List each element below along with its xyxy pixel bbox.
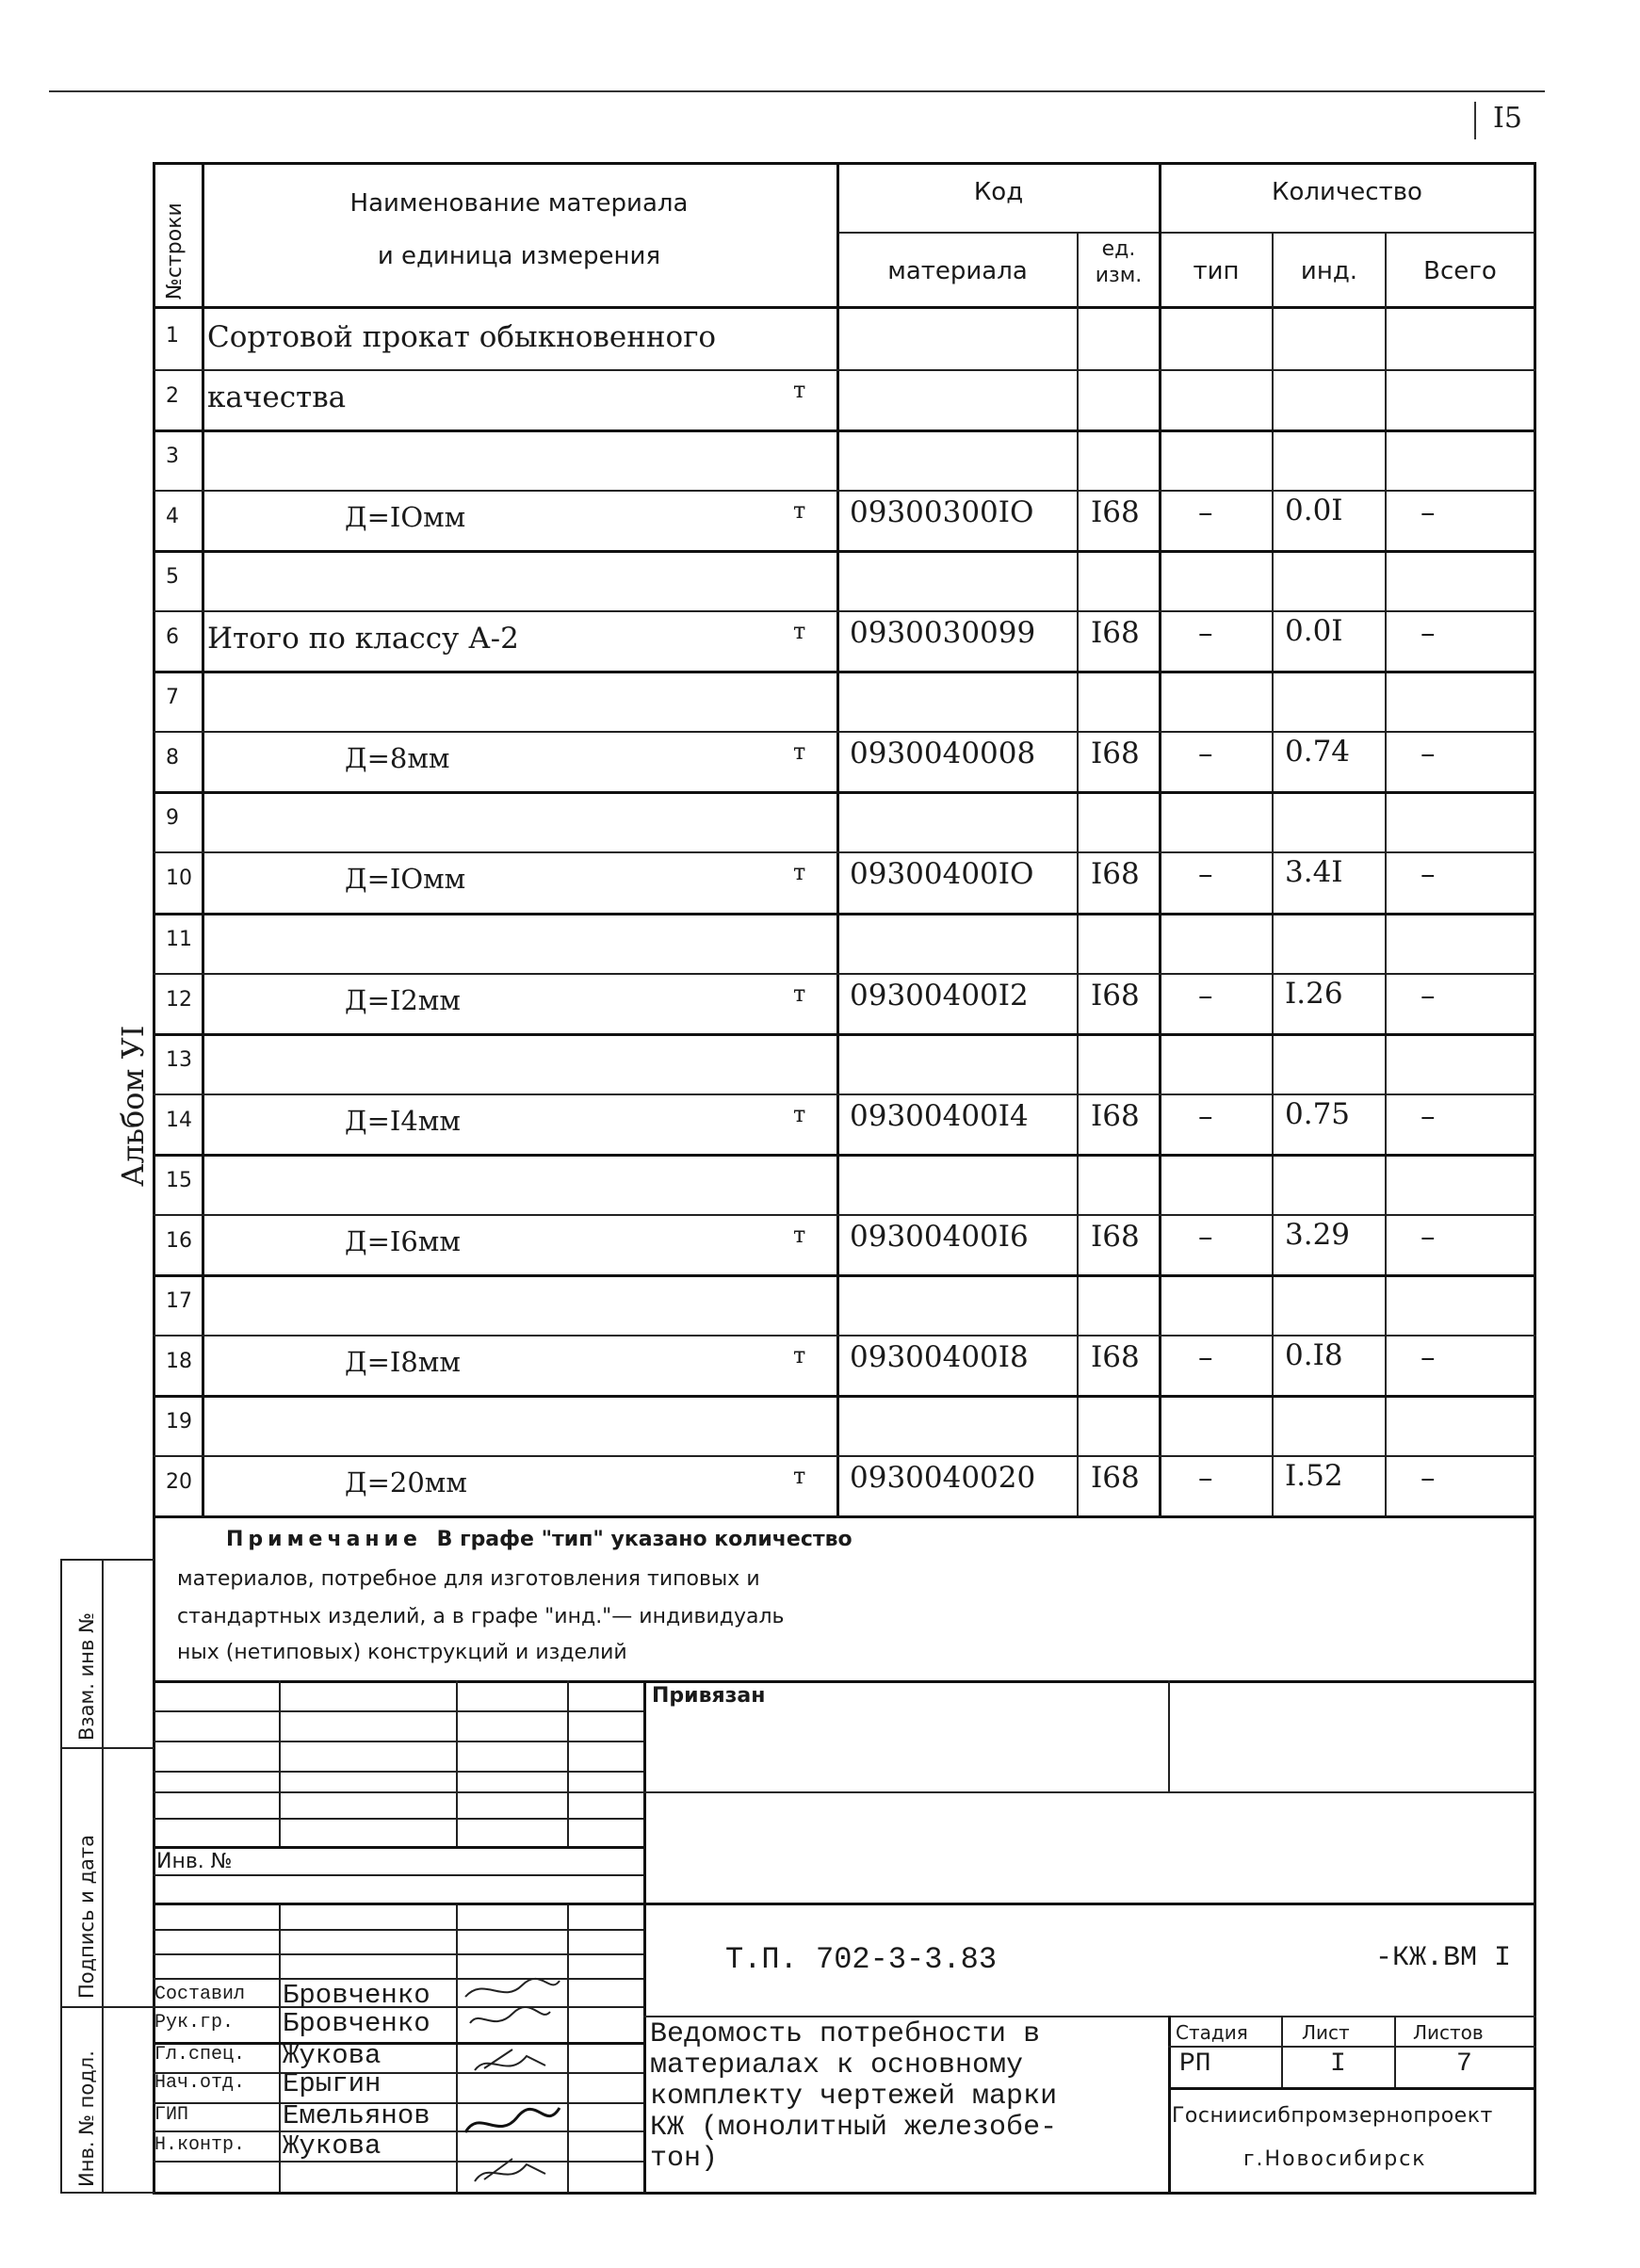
signature-scribbles bbox=[456, 1967, 569, 2193]
doc-code-left: Т.П. 702-3-3.83 bbox=[725, 1942, 998, 1977]
table-row bbox=[0, 1214, 1640, 1274]
row-unit: т bbox=[793, 1342, 806, 1369]
row-divider bbox=[153, 550, 1536, 553]
row-number: 9 bbox=[166, 806, 179, 830]
table-row bbox=[0, 913, 1640, 973]
signatory-name: Ерыгин bbox=[283, 2068, 382, 2099]
row-total: – bbox=[1421, 616, 1436, 650]
row-tip: – bbox=[1198, 495, 1213, 529]
row-number: 6 bbox=[166, 625, 179, 649]
label-vzam-inv: Взам. инв № bbox=[75, 1612, 98, 1741]
row-unit: т bbox=[793, 618, 806, 644]
row-unit: т bbox=[793, 1101, 806, 1127]
row-tip: – bbox=[1198, 1340, 1213, 1374]
table-row bbox=[0, 1094, 1640, 1154]
row-name: Д=IOмм bbox=[345, 501, 466, 533]
table-row bbox=[0, 731, 1640, 791]
row-unit: т bbox=[793, 980, 806, 1007]
row-total: – bbox=[1421, 979, 1436, 1012]
table-row bbox=[0, 369, 1640, 429]
signatory-role: ГИП bbox=[154, 2104, 189, 2126]
row-ind: 0.I8 bbox=[1285, 1338, 1343, 1372]
row-divider bbox=[153, 429, 1536, 432]
row-code: 09300400I2 bbox=[850, 979, 1029, 1012]
row-tip: – bbox=[1198, 857, 1213, 891]
row-name: качества bbox=[207, 381, 347, 414]
header-rownum: №строки bbox=[163, 202, 187, 300]
sheets-label: Листов bbox=[1413, 2021, 1484, 2044]
row-code: 0930040020 bbox=[850, 1461, 1036, 1495]
row-ind: 3.29 bbox=[1285, 1218, 1351, 1252]
signatory-role: Н.контр. bbox=[154, 2134, 246, 2156]
row-ind: 3.4I bbox=[1285, 855, 1343, 889]
row-total: – bbox=[1421, 1099, 1436, 1133]
row-tip: – bbox=[1198, 1099, 1213, 1133]
row-unit-code: I68 bbox=[1091, 737, 1140, 770]
signatory-name: Жукова bbox=[283, 2130, 382, 2162]
row-unit-code: I68 bbox=[1091, 1099, 1140, 1133]
table-row bbox=[0, 309, 1640, 369]
label-podpis-data: Подпись и дата bbox=[75, 1835, 98, 1999]
row-code: 09300400I8 bbox=[850, 1340, 1029, 1374]
doc-code-right: -КЖ.ВМ I bbox=[1375, 1942, 1512, 1974]
signatory-name: Емельянов bbox=[283, 2100, 430, 2131]
row-number: 8 bbox=[166, 746, 179, 770]
row-divider bbox=[153, 973, 1536, 975]
table-row bbox=[0, 671, 1640, 731]
table-row bbox=[0, 429, 1640, 490]
row-divider bbox=[153, 1455, 1536, 1457]
row-ind: 0.75 bbox=[1285, 1097, 1351, 1131]
row-ind: 0.0I bbox=[1285, 614, 1343, 648]
header-code: Код bbox=[973, 178, 1024, 206]
row-number: 13 bbox=[166, 1048, 192, 1072]
row-name: Д=8мм bbox=[345, 742, 450, 774]
table-row bbox=[0, 490, 1640, 550]
stage-value: РП bbox=[1179, 2049, 1211, 2079]
row-unit-code: I68 bbox=[1091, 1340, 1140, 1374]
row-tip: – bbox=[1198, 979, 1213, 1012]
note-line1: В графе "тип" указано количество bbox=[436, 1528, 852, 1551]
row-name: Д=IOмм bbox=[345, 863, 466, 895]
row-tip: – bbox=[1198, 1461, 1213, 1495]
row-divider bbox=[153, 610, 1536, 612]
row-divider bbox=[153, 1033, 1536, 1036]
row-name: Д=I6мм bbox=[345, 1225, 461, 1257]
sheets-value: 7 bbox=[1456, 2049, 1472, 2079]
row-number: 18 bbox=[166, 1350, 192, 1373]
header-ind: инд. bbox=[1300, 257, 1358, 285]
table-row bbox=[0, 610, 1640, 671]
note-line4: ных (нетиповых) конструкций и изделий bbox=[177, 1641, 627, 1664]
table-row bbox=[0, 550, 1640, 610]
inv-no-label: Инв. № bbox=[156, 1850, 233, 1873]
stage-label: Стадия bbox=[1176, 2021, 1248, 2044]
row-unit-code: I68 bbox=[1091, 979, 1140, 1012]
title-line: тон) bbox=[650, 2143, 719, 2175]
header-material: материала bbox=[887, 257, 1028, 285]
row-divider bbox=[153, 369, 1536, 371]
signatory-role: Нач.отд. bbox=[154, 2072, 246, 2094]
row-divider bbox=[153, 913, 1536, 915]
top-border-line bbox=[49, 90, 1545, 92]
row-number: 17 bbox=[166, 1289, 192, 1313]
organization-name: Госниисибпромзернопроект bbox=[1172, 2104, 1493, 2128]
row-number: 2 bbox=[166, 384, 179, 408]
row-ind: I.52 bbox=[1285, 1459, 1343, 1493]
row-name: Итого по классу А-2 bbox=[207, 622, 519, 656]
row-unit-code: I68 bbox=[1091, 495, 1140, 529]
row-unit: т bbox=[793, 377, 806, 403]
row-tip: – bbox=[1198, 616, 1213, 650]
row-divider bbox=[153, 1154, 1536, 1157]
title-line: комплекту чертежей марки bbox=[650, 2081, 1058, 2113]
table-row bbox=[0, 1335, 1640, 1395]
label-inv-podl: Инв. № подл. bbox=[75, 2050, 98, 2187]
row-number: 15 bbox=[166, 1169, 192, 1192]
table-row bbox=[0, 851, 1640, 912]
header-name-line2: и единица измерения bbox=[377, 242, 661, 270]
row-number: 10 bbox=[166, 867, 192, 890]
row-number: 3 bbox=[166, 445, 179, 468]
table-row bbox=[0, 1395, 1640, 1455]
row-code: 09300300IO bbox=[850, 495, 1034, 529]
signatory-role: Гл.спец. bbox=[154, 2044, 246, 2066]
row-unit: т bbox=[793, 497, 806, 524]
row-number: 7 bbox=[166, 686, 179, 709]
title-line: КЖ (монолитный железобе- bbox=[650, 2112, 1058, 2144]
organization-city: г.Новосибирск bbox=[1243, 2147, 1427, 2171]
row-name: Сортовой прокат обыкновенного bbox=[207, 320, 717, 354]
row-total: – bbox=[1421, 857, 1436, 891]
title-line: Ведомость потребности в bbox=[650, 2018, 1041, 2050]
row-code: 09300400IO bbox=[850, 857, 1034, 891]
header-unit-line2: изм. bbox=[1095, 264, 1143, 287]
row-unit: т bbox=[793, 738, 806, 765]
row-tip: – bbox=[1198, 1220, 1213, 1254]
table-row bbox=[0, 973, 1640, 1033]
table-row bbox=[0, 1455, 1640, 1515]
row-divider bbox=[153, 851, 1536, 853]
row-total: – bbox=[1421, 1340, 1436, 1374]
row-number: 19 bbox=[166, 1410, 192, 1434]
row-tip: – bbox=[1198, 737, 1213, 770]
row-ind: I.26 bbox=[1285, 977, 1343, 1011]
table-row bbox=[0, 1033, 1640, 1094]
row-divider bbox=[153, 791, 1536, 794]
row-number: 12 bbox=[166, 988, 192, 1012]
row-unit: т bbox=[793, 1222, 806, 1248]
album-label: Альбом УI bbox=[115, 1025, 151, 1187]
row-total: – bbox=[1421, 1220, 1436, 1254]
row-number: 14 bbox=[166, 1109, 192, 1132]
row-unit-code: I68 bbox=[1091, 616, 1140, 650]
row-ind: 0.74 bbox=[1285, 735, 1351, 769]
row-divider bbox=[153, 731, 1536, 733]
row-unit: т bbox=[793, 1463, 806, 1489]
row-divider bbox=[153, 1274, 1536, 1277]
signatory-name: Бровченко bbox=[283, 2008, 430, 2039]
row-number: 20 bbox=[166, 1470, 192, 1494]
row-code: 09300400I6 bbox=[850, 1220, 1029, 1254]
row-number: 16 bbox=[166, 1229, 192, 1253]
row-divider bbox=[153, 1515, 1536, 1518]
table-row bbox=[0, 791, 1640, 851]
note-line3: стандартных изделий, а в графе "инд."— индивидуаль bbox=[177, 1605, 785, 1628]
title-line: материалах к основному bbox=[650, 2049, 1024, 2082]
row-unit-code: I68 bbox=[1091, 1220, 1140, 1254]
row-number: 5 bbox=[166, 565, 179, 589]
sheet-label: Лист bbox=[1302, 2021, 1350, 2044]
row-ind: 0.0I bbox=[1285, 494, 1343, 527]
row-name: Д=I4мм bbox=[345, 1105, 461, 1137]
note-line2: материалов, потребное для изготовления типовых и bbox=[177, 1567, 760, 1591]
note-title: Примечание bbox=[226, 1528, 422, 1551]
row-code: 0930040008 bbox=[850, 737, 1036, 770]
table-row bbox=[0, 1274, 1640, 1335]
signatory-role: Составил bbox=[154, 1984, 246, 2005]
row-unit-code: I68 bbox=[1091, 1461, 1140, 1495]
header-quantity: Количество bbox=[1272, 178, 1422, 206]
header-unit-line1: ед. bbox=[1101, 237, 1136, 261]
row-divider bbox=[153, 490, 1536, 492]
row-name: Д=20мм bbox=[345, 1466, 467, 1498]
row-divider bbox=[153, 1335, 1536, 1336]
row-name: Д=I2мм bbox=[345, 984, 461, 1016]
row-total: – bbox=[1421, 1461, 1436, 1495]
row-number: 11 bbox=[166, 928, 192, 951]
row-divider bbox=[153, 1214, 1536, 1216]
signatory-name: Жукова bbox=[283, 2040, 382, 2071]
signatory-name: Бровченко bbox=[283, 1980, 430, 2011]
row-divider bbox=[153, 671, 1536, 673]
row-number: 1 bbox=[166, 324, 179, 348]
signatory-role: Рук.гр. bbox=[154, 2012, 235, 2033]
row-unit: т bbox=[793, 859, 806, 885]
row-unit-code: I68 bbox=[1091, 857, 1140, 891]
row-number: 4 bbox=[166, 505, 179, 528]
privyazan-label: Привязан bbox=[652, 1684, 766, 1708]
row-code: 0930030099 bbox=[850, 616, 1036, 650]
row-code: 09300400I4 bbox=[850, 1099, 1029, 1133]
page-number: I5 bbox=[1474, 102, 1534, 139]
sheet-value: I bbox=[1330, 2049, 1346, 2079]
row-total: – bbox=[1421, 495, 1436, 529]
row-total: – bbox=[1421, 737, 1436, 770]
header-total: Всего bbox=[1423, 257, 1497, 285]
row-divider bbox=[153, 1395, 1536, 1398]
header-name-line1: Наименование материала bbox=[349, 189, 689, 218]
row-name: Д=I8мм bbox=[345, 1346, 461, 1378]
table-row bbox=[0, 1154, 1640, 1214]
row-divider bbox=[153, 1094, 1536, 1095]
header-tip: тип bbox=[1193, 257, 1240, 285]
